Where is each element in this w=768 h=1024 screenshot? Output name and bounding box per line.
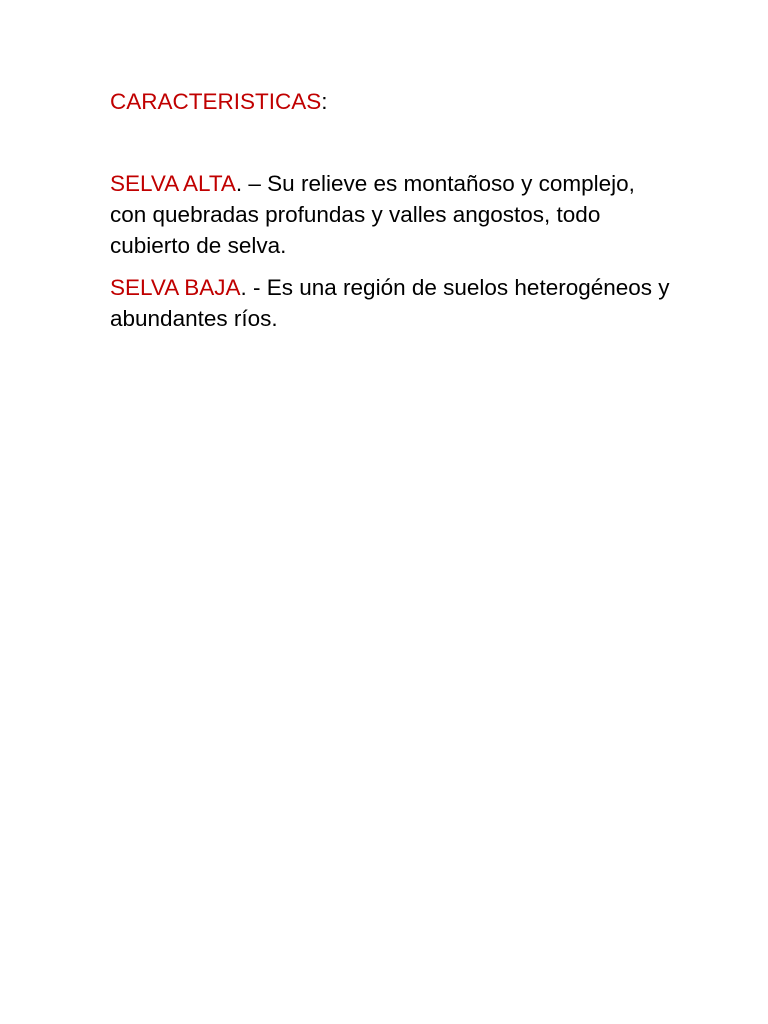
heading-label: CARACTERISTICAS: [110, 89, 322, 114]
term-selva-baja: SELVA BAJA: [110, 275, 241, 300]
section-heading: [110, 88, 670, 116]
paragraph-selva-alta: [110, 168, 670, 261]
paragraph-selva-baja: [110, 272, 670, 334]
term-selva-alta: SELVA ALTA: [110, 171, 236, 196]
heading-colon: :: [321, 89, 328, 114]
description-selva-baja: . - Es una región de suelos heterogéneos y abundantes ríos.: [110, 275, 670, 331]
document-body: [110, 88, 670, 334]
description-selva-alta: . – Su relieve es montañoso y complejo, con quebradas profundas y valles angostos, todo cubierto de selva.: [110, 171, 635, 258]
